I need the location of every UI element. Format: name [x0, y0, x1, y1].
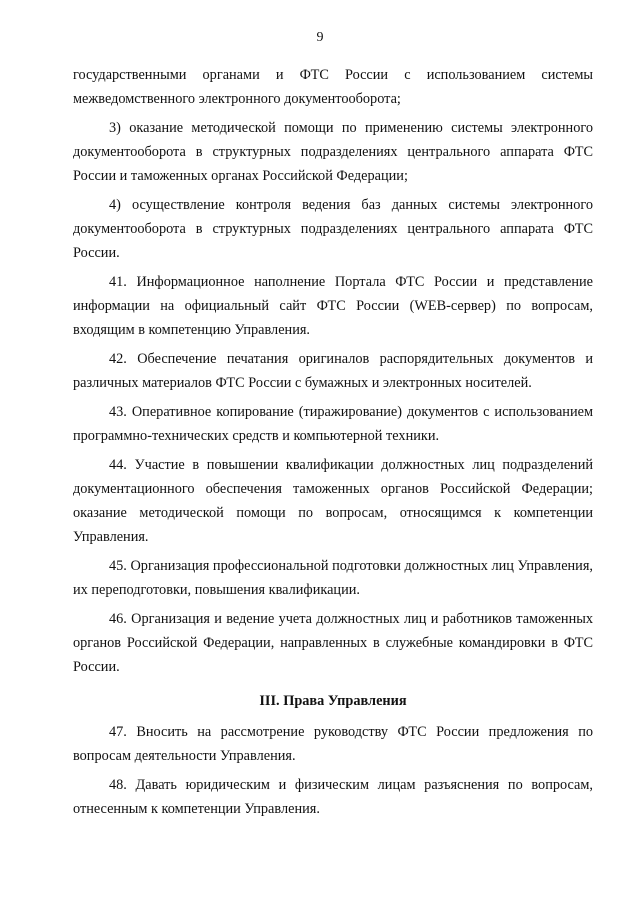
paragraph-44: 44. Участие в повышении квалификации должностных лиц подразделений документационного обеспечения таможенных органов Российской Федерации; оказание методической помощи по вопросам, относящимся к компетенции Управления.	[73, 457, 593, 545]
paragraph-42: 42. Обеспечение печатания оригиналов распорядительных документов и различных материалов ФТС России с бумажных и электронных носителей.	[73, 351, 593, 391]
page-number: 9	[316, 30, 324, 45]
paragraph-47: 47. Вносить на рассмотрение руководству ФТС России предложения по вопросам деятельности Управления.	[73, 724, 593, 764]
paragraph-48: 48. Давать юридическим и физическим лицам разъяснения по вопросам, отнесенным к компетенции Управления.	[73, 777, 593, 817]
paragraph-item-4: 4) осуществление контроля ведения баз данных системы электронного документооборота в структурных подразделениях центрального аппарата ФТС России.	[73, 197, 593, 261]
paragraph-46: 46. Организация и ведение учета должностных лиц и работников таможенных органов Российской Федерации, направленных в служебные командировки в ФТС России.	[73, 611, 593, 675]
paragraph-item-3: 3) оказание методической помощи по применению системы электронного документооборота в структурных подразделениях центрального аппарата ФТС России и таможенных органах Российской Федерации;	[73, 120, 593, 184]
paragraph-43: 43. Оперативное копирование (тиражирование) документов с использованием программно-технических средств и компьютерной техники.	[73, 404, 593, 444]
paragraph-continuation: государственными органами и ФТС России с использованием системы межведомственного электронного документооборота;	[73, 67, 593, 107]
paragraph-45: 45. Организация профессиональной подготовки должностных лиц Управления, их переподготовки, повышения квалификации.	[73, 558, 593, 598]
section-heading: III. Права Управления	[259, 693, 407, 709]
paragraph-41: 41. Информационное наполнение Портала ФТС России и представление информации на официальный сайт ФТС России (WEB-сервер) по вопросам, входящим в компетенцию Управления.	[73, 274, 593, 338]
document-body	[73, 63, 593, 826]
